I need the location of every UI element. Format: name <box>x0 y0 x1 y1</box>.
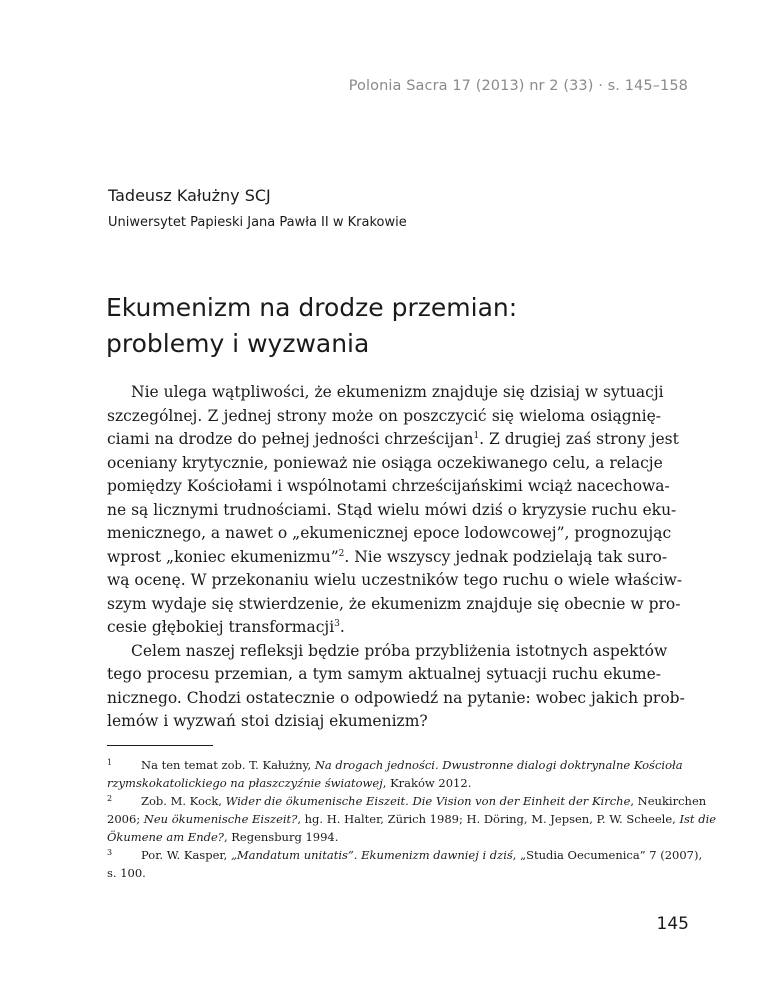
body-line: Nie ulega wątpliwości, że ekumenizm znajduje się dzisiaj w sytuacji <box>131 383 664 401</box>
body-line: pomiędzy Kościołami i wspólnotami chrześcijańskimi wciąż nacechowa- <box>107 477 670 495</box>
body-line: cesie głębokiej transformacji$^3$. <box>107 618 345 636</box>
body-line: ciami na drodze do pełnej jedności chrześcijan$^1$. Z drugiej zaś strony jest <box>107 430 679 448</box>
footnote-line: 2 Zob. M. Kock, Wider die ökumenische Eiszeit. Die Vision von der Einheit der Kirche, Neukirchen <box>107 794 707 808</box>
footnote-ref[interactable]: 3 <box>334 619 340 629</box>
footnotes <box>107 756 717 882</box>
footnote-line: 3 Por. W. Kasper, „Mandatum unitatis”. Ekumenizm dawniej i dziś, „Studia Oecumenica” 7 (2007), <box>107 848 703 862</box>
article-body <box>107 381 685 734</box>
body-line: wą ocenę. W przekonaniu wielu uczestników tego ruchu o wiele właściw- <box>107 571 683 589</box>
body-line: oceniany krytycznie, ponieważ nie osiąga oczekiwanego celu, a relacje <box>107 453 663 472</box>
body-line: tego procesu przemian, a tym samym aktualnej sytuacji ruchu ekume- <box>107 665 661 683</box>
author-affiliation: Uniwersytet Papieski Jana Pawła II w Krakowie <box>108 215 407 230</box>
title-line: problemy i wyzwania <box>106 329 370 358</box>
footnote-line: Ökumene am Ende?, Regensburg 1994. <box>107 830 339 844</box>
title-line: Ekumenizm na drodze przemian: <box>106 293 518 322</box>
footnote-ref[interactable]: 2 <box>338 548 345 559</box>
body-line: nicznego. Chodzi ostatecznie o odpowiedź na pytanie: wobec jakich prob- <box>107 688 685 707</box>
body-line: lemów i wyzwań stoi dzisiaj ekumenizm? <box>107 712 428 730</box>
body-line: szczególnej. Z jednej strony może on poszczycić się wieloma osiągnię- <box>107 406 661 425</box>
body-line: Celem naszej refleksji będzie próba przybliżenia istotnych aspektów <box>131 641 668 660</box>
article-title <box>106 290 517 362</box>
footnote-line: 1 Na ten temat zob. T. Kałużny, Na drogach jedności. Dwustronne dialogi doktrynalne Kościoła <box>107 758 683 772</box>
footnote-ref[interactable]: 1 <box>473 431 480 441</box>
body-line: menicznego, a nawet o „ekumenicznej epoce lodowcowej”, prognozując <box>107 524 672 542</box>
page-number: 145 <box>656 914 689 934</box>
footnote-divider <box>107 745 213 746</box>
author-name: Tadeusz Kałużny SCJ <box>108 186 271 205</box>
footnote-line: s. 100. <box>107 866 146 880</box>
body-line: wprost „koniec ekumenizmu”$^2$. Nie wszyscy jednak podzielają tak suro- <box>107 547 668 566</box>
body-line: ne są licznymi trudnościami. Stąd wielu mówi dziś o kryzysie ruchu eku- <box>107 500 677 519</box>
body-line: szym wydaje się stwierdzenie, że ekumenizm znajduje się obecnie w pro- <box>107 594 681 613</box>
footnote-line: rzymskokatolickiego na płaszczyźnie światowej, Kraków 2012. <box>107 776 472 790</box>
journal-header: Polonia Sacra 17 (2013) nr 2 (33) · s. 145–158 <box>348 78 688 94</box>
footnote-line: 2006; Neu ökumenische Eiszeit?, hg. H. Halter, Zürich 1989; H. Döring, M. Jepsen, P. W. Scheele, Ist die <box>107 812 717 826</box>
